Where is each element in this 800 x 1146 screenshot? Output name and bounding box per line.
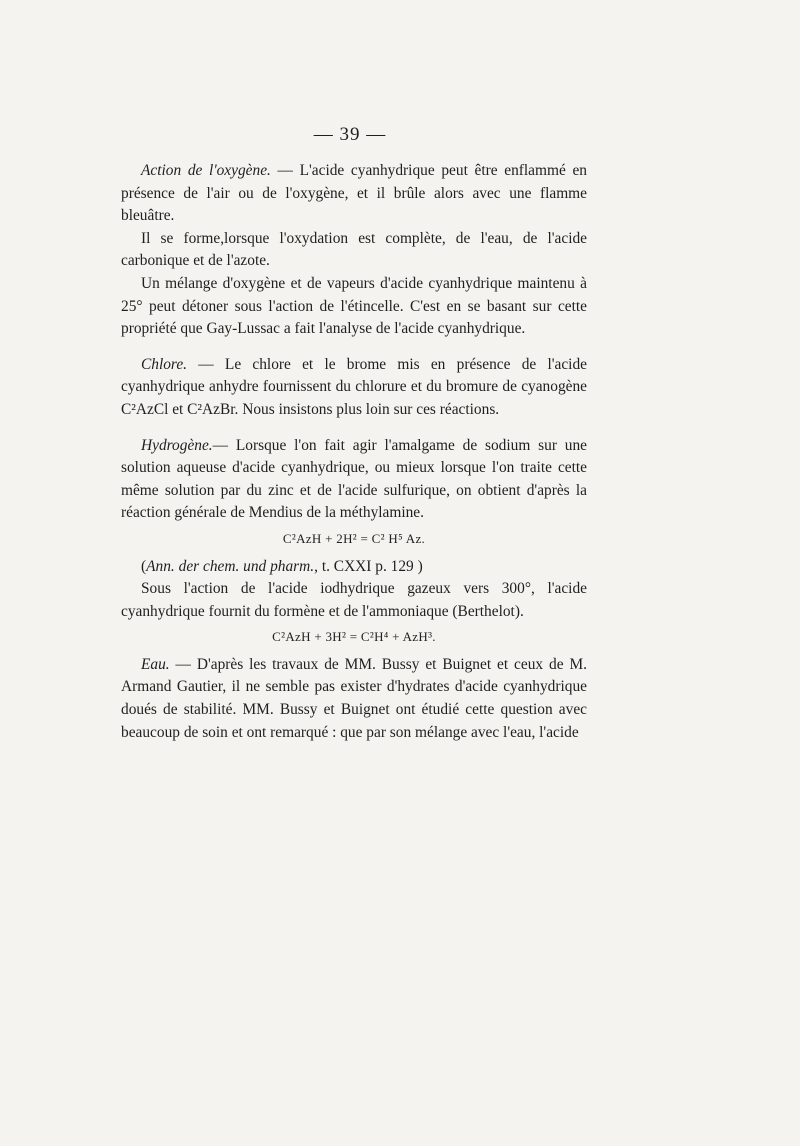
text-body xyxy=(121,160,587,744)
paragraph-iodhydrique: Sous l'action de l'acide iodhydrique gazeux vers 300°, l'acide cyanhydrique fournit du formène et de l'ammoniaque (Berthelot). xyxy=(121,580,587,620)
paragraph-melange: Un mélange d'oxygène et de vapeurs d'acide cyanhydrique maintenu à 25° peut détoner sous l'action de l'étincelle. C'est en se basant sur cette propriété que Gay-Lussac a fait l'analyse de l'acide cyanhydrique. xyxy=(121,274,587,338)
formula-methylamine: C²AzH + 2H² = C² H⁵ Az. xyxy=(282,530,426,546)
heading-oxygene: Action de l'oxygène. xyxy=(141,162,271,179)
reference-rest: , t. CXXI p. 129 ) xyxy=(314,557,423,575)
formula-formene: C²AzH + 3H² = C²H⁴ + AzH³. xyxy=(272,629,436,645)
reference-open: ( xyxy=(141,557,147,575)
text-eau: — D'après les travaux de MM. Bussy et Buignet et ceux de M. Armand Gautier, il ne semble pas exister d'hydrates d'acide cyanhydrique doués de stabilité. MM. Bussy et Buignet ont étudié cette question avec beaucoup de soin et ont remarqué : que par son mélange avec l'eau, l'acide xyxy=(121,655,587,741)
page-number: — 39 — xyxy=(313,124,387,145)
paragraph-hydrogene xyxy=(121,435,587,525)
reference-source: Ann. der chem. und pharm. xyxy=(146,557,315,575)
reference-citation xyxy=(121,556,587,579)
heading-eau: Eau. xyxy=(141,655,170,673)
paragraph-eau xyxy=(121,654,587,744)
heading-chlore: Chlore. xyxy=(141,355,188,373)
text-hydrogene: — Lorsque l'on fait agir l'amalgame de sodium sur une solution aqueuse d'acide cyanhydrique, ou mieux lorsque l'on traite cette même solution par du zinc et de l'acide sulfurique, on obtient d'après la réaction générale de Mendius de la méthylamine. xyxy=(121,436,587,522)
paragraph-oxygene xyxy=(121,160,587,228)
text-oxygene: — L'acide cyanhydrique peut être enflammé en présence de l'air ou de l'oxygène, et il brûle alors avec une flamme bleuâtre. xyxy=(121,162,587,225)
paragraph-oxydation: Il se forme,lorsque l'oxydation est complète, de l'eau, de l'acide carbonique et de l'azote. xyxy=(121,229,587,270)
heading-hydrogene: Hydrogène. xyxy=(141,436,213,454)
text-chlore: — Le chlore et le brome mis en présence de l'acide cyanhydrique anhydre fournissent du chlorure et du bromure de cyanogène C²AzCl et C²AzBr. Nous insistons plus loin sur ces réactions. xyxy=(121,355,587,418)
paragraph-chlore xyxy=(121,354,587,422)
